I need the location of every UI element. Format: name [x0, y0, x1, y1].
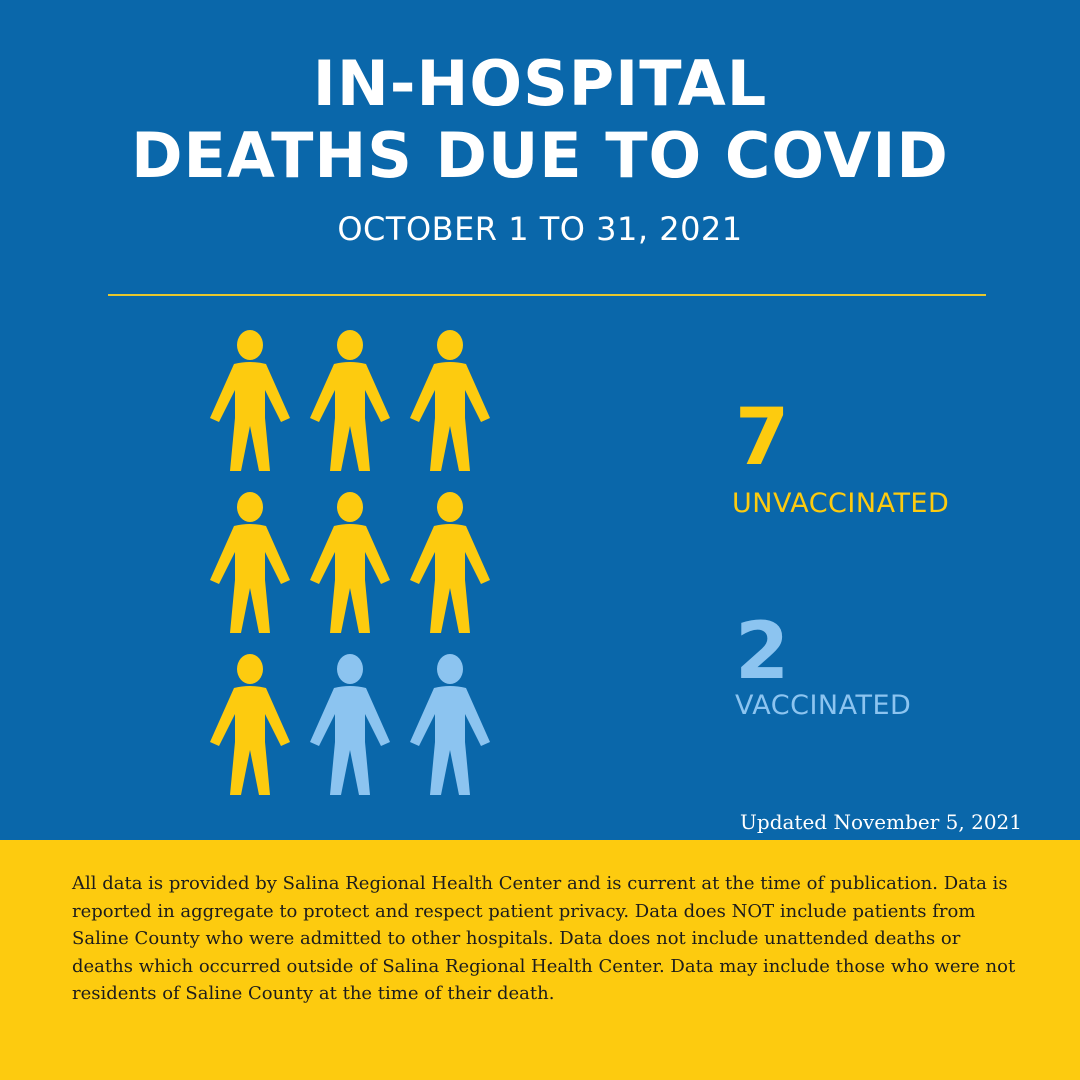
title-line-1: IN-HOSPITAL [312, 47, 768, 120]
date-range: OCTOBER 1 TO 31, 2021 [337, 210, 743, 248]
figure-grid [200, 328, 500, 798]
person-icon [410, 490, 490, 635]
person-icon [410, 652, 490, 797]
person-icon [410, 328, 490, 473]
vaccinated-count: 2 [735, 607, 790, 697]
vaccinated-label: VACCINATED [735, 690, 912, 721]
title-line-2: DEATHS DUE TO COVID [131, 119, 949, 192]
person-icon [210, 328, 290, 473]
page-title [0, 48, 1080, 192]
person-icon [310, 328, 390, 473]
person-icon [210, 652, 290, 797]
footer-panel [0, 840, 1080, 1080]
person-icon [210, 490, 290, 635]
updated-date: Updated November 5, 2021 [740, 810, 1022, 834]
person-icon [310, 490, 390, 635]
unvaccinated-count: 7 [735, 393, 790, 483]
disclaimer-text: All data is provided by Salina Regional Health Center and is current at the time of publication. Data is reported in aggregate to protect and respect patient privacy. Data does NOT include patients from Saline County who were admitted to other hospitals. Data does not include unattended deaths or deaths which occurred outside of Salina Regional Health Center. Data may include those who were not residents of Saline County at the time of their death. [72, 873, 1016, 1004]
person-icon [310, 652, 390, 797]
unvaccinated-label: UNVACCINATED [732, 488, 950, 519]
divider [108, 294, 986, 296]
